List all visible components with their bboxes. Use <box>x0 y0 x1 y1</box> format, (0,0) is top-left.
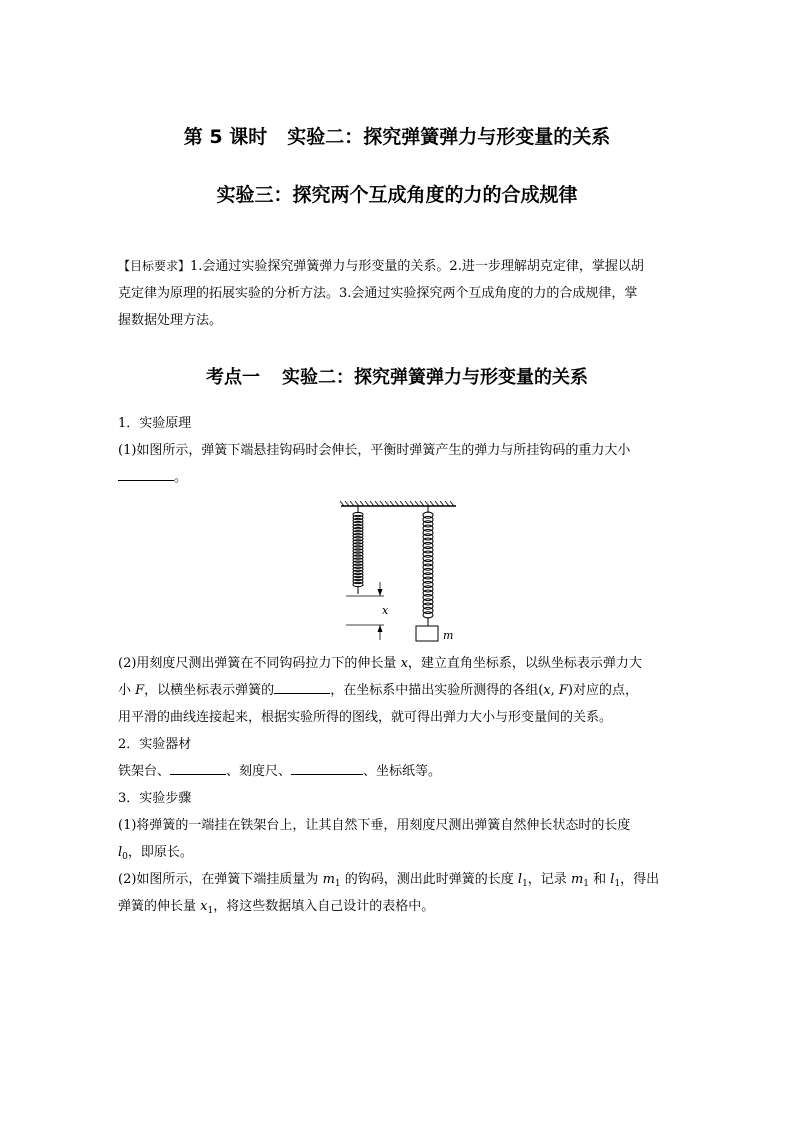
experiment-two-title: 实验二：探究弹簧弹力与形变量的关系 <box>287 126 611 148</box>
lesson-number: 第 5 课时 <box>183 126 268 148</box>
answer-blank[interactable] <box>170 760 226 775</box>
text-seg: 、刻度尺、 <box>226 764 292 779</box>
principle-p2-line3: 用平滑的曲线连接起来，根据实验所得的图线，就可得出弹力大小与形变量间的关系。 <box>118 710 613 725</box>
var-l: l <box>517 872 523 887</box>
var-F: F <box>135 683 145 698</box>
subscript: 1 <box>334 879 341 889</box>
var-F: F <box>558 683 568 698</box>
weight-block <box>416 626 438 641</box>
subscript: 0 <box>122 852 128 862</box>
equipment-line <box>118 758 682 785</box>
section-heading: 实验二：探究弹簧弹力与形变量的关系 <box>282 367 588 388</box>
right-spring <box>423 512 433 618</box>
text-seg: ，将这些数据填入自己设计的表格中。 <box>213 899 435 914</box>
var-m: m <box>322 872 335 887</box>
var-x: x <box>200 899 208 914</box>
steps-heading: 3．实验步骤 <box>118 791 192 806</box>
subscript: 1 <box>207 906 214 916</box>
text-seg: (2)如图所示，在弹簧下端挂质量为 <box>118 872 323 887</box>
principle-p2-line2 <box>118 677 682 704</box>
arrowhead-down <box>378 589 383 596</box>
principle-p2 <box>118 650 682 920</box>
text-seg: ，记录 <box>527 872 571 887</box>
steps-s2-line2 <box>118 893 682 920</box>
subscript: 1 <box>614 879 621 889</box>
arrowhead-up <box>378 625 383 632</box>
text-seg: ，建立直角坐标系，以纵坐标表示弹力大 <box>407 656 642 671</box>
extension-label: x <box>382 604 389 617</box>
subscript: 1 <box>522 879 528 889</box>
text-seg: , <box>550 683 559 698</box>
objectives-label: 【目标要求】 <box>118 259 191 273</box>
var-x: x <box>543 683 551 698</box>
objectives-line: 握数据处理方法。 <box>118 313 223 328</box>
text-seg: ，得出 <box>620 872 660 887</box>
text-seg: )对应的点， <box>567 683 638 698</box>
var-m: m <box>570 872 584 887</box>
mass-label: m <box>443 629 454 642</box>
subscript: 1 <box>583 879 589 889</box>
objectives-line: 克定律为原理的拓展实验的分析方法。3.会通过实验探究两个互成角度的力的合成规律，掌 <box>118 286 638 301</box>
text-seg: 弹簧的伸长量 <box>118 899 201 914</box>
equipment-heading: 2．实验器材 <box>118 737 192 752</box>
text-seg: ，在坐标系中描出实验所测得的各组( <box>330 683 544 698</box>
principle-p2-line1 <box>118 650 682 677</box>
steps-s2-line1 <box>118 866 682 893</box>
steps-s1-line1: (1)将弹簧的一端挂在铁架台上，让其自然下垂，用刻度尺测出弹簧自然伸长状态时的长度 <box>118 818 631 833</box>
text-seg: 小 <box>118 683 136 698</box>
text-seg: 、坐标纸等。 <box>363 764 442 779</box>
answer-blank[interactable] <box>291 760 363 775</box>
text-seg: ，即原长。 <box>127 845 193 860</box>
objectives-text-1: 1.会通过实验探究弹簧弹力与形变量的关系。2.进一步理解胡克定律，掌握以胡 <box>190 259 644 274</box>
text-seg: ，以横坐标表示弹簧的 <box>144 683 275 698</box>
experiment-three-title: 实验三：探究两个互成角度的力的合成规律 <box>216 184 578 206</box>
principle-p1-line1: (1)如图所示，弹簧下端悬挂钩码时会伸长，平衡时弹簧产生的弹力与所挂钩码的重力大小 <box>118 443 631 458</box>
text-seg: (2)用刻度尺测出弹簧在不同钩码拉力下的伸长量 <box>118 656 401 671</box>
text-seg: 和 <box>589 872 611 887</box>
var-l: l <box>118 845 123 860</box>
text-seg: 的钩码，测出此时弹簧的长度 <box>340 872 518 887</box>
section-label: 考点一 <box>206 367 260 388</box>
steps-s1-line2 <box>118 839 682 866</box>
var-l: l <box>610 872 615 887</box>
period: 。 <box>174 470 188 485</box>
principle-heading: 1．实验原理 <box>118 416 192 431</box>
answer-blank[interactable] <box>274 679 330 694</box>
left-spring <box>353 512 363 594</box>
var-x: x <box>400 656 408 671</box>
text-seg: 铁架台、 <box>118 764 171 779</box>
